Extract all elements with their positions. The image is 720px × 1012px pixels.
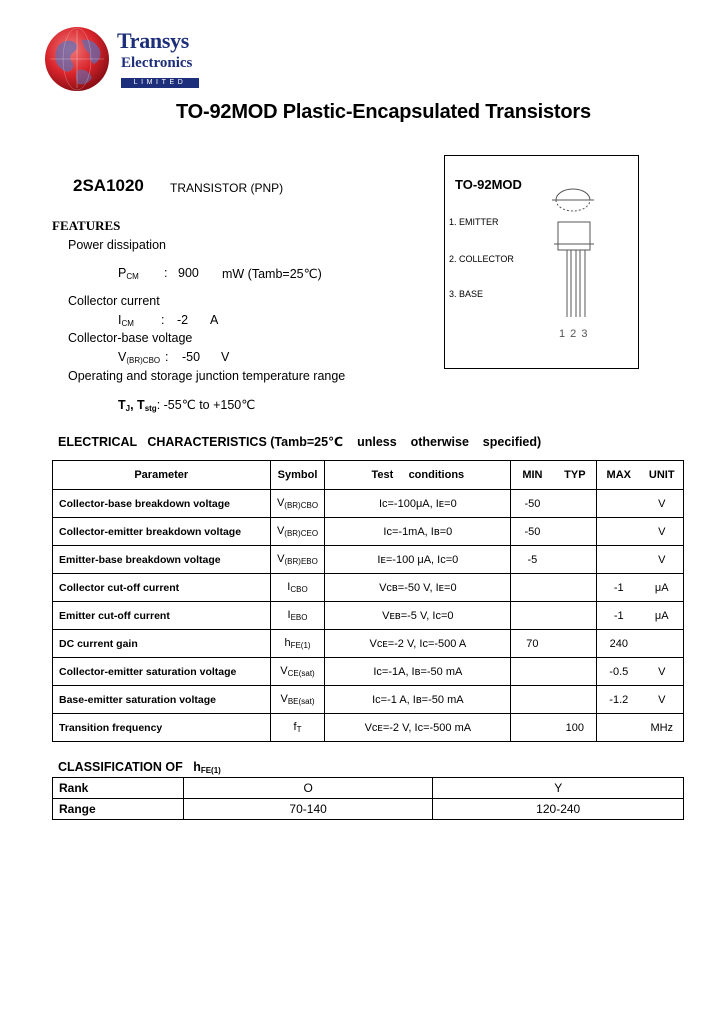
row-symbol: $V_{BE(sat)}$ [270,686,325,714]
row-symbol: $V_{(BR)EBO}$ [270,546,325,574]
table-row [53,714,684,742]
pcm-colon: : [164,266,168,280]
row-min [511,574,554,602]
electrical-characteristics-table [52,460,684,742]
icm-colon: : [161,313,165,327]
row-parameter: Collector cut-off current [53,574,271,602]
row-condition: Vᴇʙ=-5 V, Iᴄ=0 [325,602,511,630]
globe-logo-icon [44,26,110,92]
row-symbol: $h_{FE(1)}$ [270,630,325,658]
row-unit: μA [641,602,684,630]
ec-title: ELECTRICAL CHARACTERISTICS (Tamb=25℃ unless otherwise specified) [58,435,542,449]
row-min: -5 [511,546,554,574]
row-max: -0.5 [597,658,641,686]
table-row [53,686,684,714]
row-typ: 100 [554,714,597,742]
row-parameter: DC current gain [53,630,271,658]
to92mod-package-drawing-icon [538,182,608,352]
pcm-value: 900 [178,266,199,280]
row-typ [554,546,597,574]
row-unit [641,630,684,658]
row-typ [554,574,597,602]
package-title: TO-92MOD [455,177,522,192]
row-condition: Vᴄᴇ=-2 V, Iᴄ=-500 A [325,630,511,658]
row-typ [554,518,597,546]
row-symbol: $f_T$ [270,714,325,742]
range-label: Range [53,799,184,820]
table-row [53,630,684,658]
part-type: TRANSISTOR (PNP) [170,181,284,195]
row-min [511,658,554,686]
row-condition: Iᴄ=-100μA, Iᴇ=0 [325,490,511,518]
row-typ [554,602,597,630]
brand-limited-badge: LIMITED [121,78,199,88]
table-row [53,490,684,518]
row-max [597,546,641,574]
row-condition: Iᴄ=-1mA, Iʙ=0 [325,518,511,546]
icm-unit: A [210,313,219,327]
row-parameter: Emitter cut-off current [53,602,271,630]
collector-current-label: Collector current [68,294,160,308]
row-unit: V [641,658,684,686]
row-parameter: Emitter-base breakdown voltage [53,546,271,574]
row-max [597,714,641,742]
pin-collector-label: 2. COLLECTOR [449,254,514,264]
header-parameter: Parameter [53,461,271,490]
icm-symbol: $I_{CM}$ [118,313,134,328]
range-o: 70-140 [183,799,433,820]
row-typ [554,658,597,686]
row-parameter: Collector-emitter saturation voltage [53,658,271,686]
row-symbol: $I_{CBO}$ [270,574,325,602]
row-unit: V [641,546,684,574]
row-unit: V [641,490,684,518]
rank-row [53,778,684,799]
brand-subtitle: Electronics [121,55,193,71]
pin-numbers: 1 2 3 [559,328,589,340]
pcm-symbol: $P_{CM}$ [118,266,139,281]
table-row [53,602,684,630]
row-min [511,686,554,714]
table-row [53,574,684,602]
vcbo-colon: : [165,350,169,364]
range-y: 120-240 [433,799,684,820]
features-heading: FEATURES [52,218,121,233]
header-max: MAX [597,461,641,490]
row-max: -1 [597,602,641,630]
row-symbol: $V_{CE(sat)}$ [270,658,325,686]
row-unit: V [641,518,684,546]
row-unit: μA [641,574,684,602]
row-min: -50 [511,518,554,546]
vcbo-symbol: $V_{(BR)CBO}$ [118,350,161,365]
pin-base-label: 3. BASE [449,289,484,299]
header-typ: TYP [554,461,597,490]
brand-name: Transys [117,28,190,53]
rank-o: O [183,778,433,799]
range-row [53,799,684,820]
row-parameter: Base-emitter saturation voltage [53,686,271,714]
table-row [53,518,684,546]
row-unit: V [641,686,684,714]
row-min: 70 [511,630,554,658]
row-parameter: Collector-emitter breakdown voltage [53,518,271,546]
temperature-range-value: $T_J$, $T_{stg}$: -55℃ to +150℃ [118,398,256,413]
pin-emitter-label: 1. EMITTER [449,217,499,227]
row-max [597,490,641,518]
table-header-row [53,461,684,490]
row-symbol: $V_{(BR)CBO}$ [270,490,325,518]
rank-label: Rank [53,778,184,799]
vcbo-value: -50 [182,350,201,364]
collector-base-voltage-label: Collector-base voltage [68,331,193,345]
row-condition: Iᴇ=-100 μA, Iᴄ=0 [325,546,511,574]
icm-value: -2 [177,313,189,327]
row-condition: Iᴄ=-1 A, Iʙ=-50 mA [325,686,511,714]
row-max: -1.2 [597,686,641,714]
row-unit: MHz [641,714,684,742]
header-test-conditions: Test conditions [325,461,511,490]
row-max: 240 [597,630,641,658]
row-min [511,602,554,630]
row-typ [554,490,597,518]
table-row [53,658,684,686]
row-typ [554,630,597,658]
pcm-unit: mW (Tamb=25℃) [222,267,322,281]
row-parameter: Transition frequency [53,714,271,742]
row-symbol: $I_{EBO}$ [270,602,325,630]
classification-title: CLASSIFICATION OF $h_{FE(1)}$ [58,760,221,775]
row-condition: Iᴄ=-1A, Iʙ=-50 mA [325,658,511,686]
rank-y: Y [433,778,684,799]
header-min: MIN [511,461,554,490]
row-typ [554,686,597,714]
row-min [511,714,554,742]
row-min: -50 [511,490,554,518]
document-title: TO-92MOD Plastic-Encapsulated Transistors [176,101,591,123]
row-parameter: Collector-base breakdown voltage [53,490,271,518]
table-row [53,546,684,574]
vcbo-unit: V [221,350,230,364]
header-symbol: Symbol [270,461,325,490]
row-condition: Vᴄʙ=-50 V, Iᴇ=0 [325,574,511,602]
row-symbol: $V_{(BR)CEO}$ [270,518,325,546]
part-number: 2SA1020 [73,176,144,195]
header-unit: UNIT [641,461,684,490]
classification-table [52,777,684,820]
row-max [597,518,641,546]
row-condition: Vᴄᴇ=-2 V, Iᴄ=-500 mA [325,714,511,742]
row-max: -1 [597,574,641,602]
power-dissipation-label: Power dissipation [68,238,166,252]
temperature-range-label: Operating and storage junction temperature range [68,369,346,383]
